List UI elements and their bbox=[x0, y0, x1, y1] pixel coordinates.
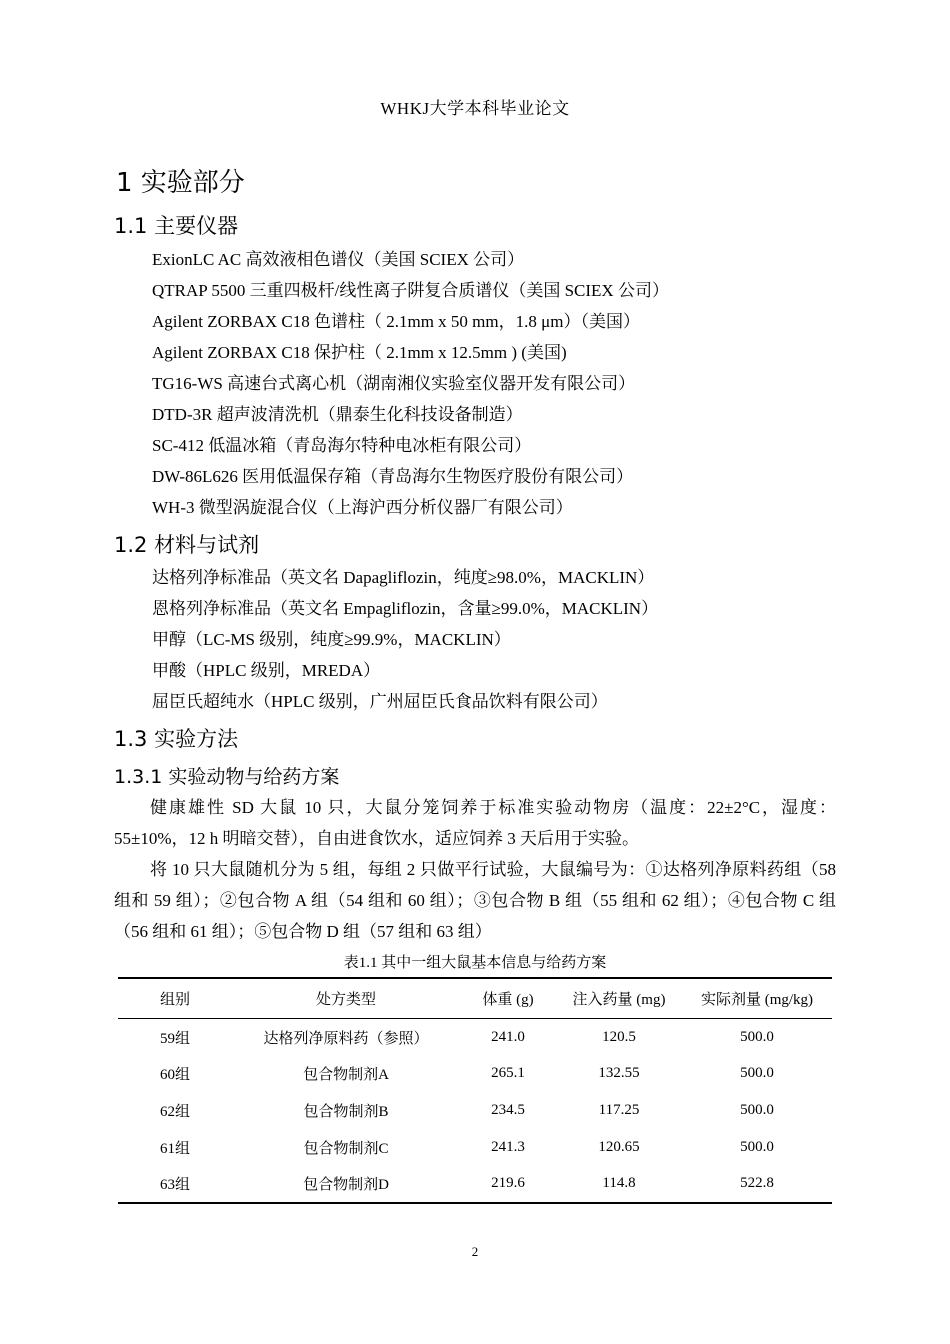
reagent-item: 屈臣氏超纯水（HPLC 级别，广州屈臣氏食品饮料有限公司） bbox=[152, 692, 608, 711]
reagent-item: 甲醇（LC-MS 级别，纯度≥99.9%，MACKLIN） bbox=[152, 630, 511, 649]
table-cell: 500.0 bbox=[740, 1065, 774, 1082]
column-header: 体重 (g) bbox=[460, 978, 556, 1019]
reagent-item: 甲酸（HPLC 级别，MREDA） bbox=[152, 661, 381, 680]
table-row bbox=[118, 1092, 832, 1129]
paragraph-animals: 健康雄性 SD 大鼠 10 只，大鼠分笼饲养于标准实验动物房（温度：22±2°C，湿度：55±10%，12 h 明暗交替），自由进食饮水，适应饲养 3 天后用于实验。 bbox=[114, 798, 836, 848]
table-cell: 60组 bbox=[159, 1067, 190, 1084]
table-cell: 114.8 bbox=[602, 1175, 636, 1192]
dosing-table bbox=[118, 977, 832, 1204]
section-heading-1-3-1: 1.3.1 实验动物与给药方案 bbox=[114, 766, 340, 788]
table-row bbox=[118, 1129, 832, 1166]
table-cell: 500.0 bbox=[740, 1028, 774, 1045]
section-heading-1-2: 1.2 材料与试剂 bbox=[114, 533, 260, 557]
page-number: 2 bbox=[471, 1244, 479, 1259]
section-heading-1-3: 1.3 实验方法 bbox=[114, 727, 239, 751]
table-cell: 包合物制剂B bbox=[303, 1103, 389, 1120]
instrument-item: TG16-WS 高速台式离心机（湖南湘仪实验室仪器开发有限公司） bbox=[152, 374, 636, 393]
table-row bbox=[118, 1165, 832, 1203]
section-heading-1: 1 实验部分 bbox=[116, 168, 245, 198]
table-cell: 包合物制剂C bbox=[303, 1140, 389, 1157]
instrument-item: DW-86L626 医用低温保存箱（青岛海尔生物医疗股份有限公司） bbox=[152, 467, 634, 486]
table-cell: 241.3 bbox=[491, 1138, 525, 1155]
instrument-item: ExionLC AC 高效液相色谱仪（美国 SCIEX 公司） bbox=[152, 250, 525, 269]
instrument-item: Agilent ZORBAX C18 保护柱（ 2.1mm x 12.5mm ) (美国) bbox=[152, 343, 567, 362]
table-cell: 265.1 bbox=[491, 1065, 525, 1082]
table-cell: 219.6 bbox=[491, 1175, 525, 1192]
running-header: WHKJ大学本科毕业论文 bbox=[380, 99, 570, 118]
table-cell: 117.25 bbox=[598, 1101, 640, 1118]
column-header: 实际剂量 (mg/kg) bbox=[682, 978, 832, 1019]
table-cell: 500.0 bbox=[740, 1101, 774, 1118]
table-cell: 522.8 bbox=[740, 1175, 774, 1192]
paragraph-grouping: 将 10 只大鼠随机分为 5 组，每组 2 只做平行试验，大鼠编号为：①达格列净原料药组（58 组和 59 组）；②包合物 A 组（54 组和 60 组）；③包合物 B 组（55 组和 62 组）；④包合物 C 组（56 组和 61 组）；⑤包合物 D 组（57 组和 63 组） bbox=[114, 860, 836, 941]
table-cell: 120.5 bbox=[602, 1028, 636, 1045]
instrument-item: QTRAP 5500 三重四极杆/线性离子阱复合质谱仪（美国 SCIEX 公司） bbox=[152, 281, 669, 300]
column-header: 注入药量 (mg) bbox=[556, 978, 682, 1019]
table-cell: 241.0 bbox=[491, 1028, 525, 1045]
table-cell: 59组 bbox=[159, 1030, 190, 1047]
table-row bbox=[118, 1019, 832, 1056]
section-heading-1-1: 1.1 主要仪器 bbox=[114, 214, 239, 238]
reagent-item: 达格列净标准品（英文名 Dapagliflozin，纯度≥98.0%，MACKLIN） bbox=[152, 568, 655, 587]
table-cell: 132.55 bbox=[598, 1065, 640, 1082]
instrument-item: WH-3 微型涡旋混合仪（上海沪西分析仪器厂有限公司） bbox=[152, 498, 573, 517]
table-cell: 包合物制剂A bbox=[303, 1067, 389, 1084]
table-cell: 62组 bbox=[159, 1103, 190, 1120]
table-cell: 120.65 bbox=[598, 1138, 640, 1155]
table-cell: 达格列净原料药（参照） bbox=[263, 1030, 429, 1047]
instrument-item: SC-412 低温冰箱（青岛海尔特种电冰柜有限公司） bbox=[152, 436, 532, 455]
instrument-item: DTD-3R 超声波清洗机（鼎泰生化科技设备制造） bbox=[152, 405, 523, 424]
table-cell: 500.0 bbox=[740, 1138, 774, 1155]
table-cell: 234.5 bbox=[491, 1101, 525, 1118]
table-row bbox=[118, 1056, 832, 1093]
column-header: 组别 bbox=[118, 978, 232, 1019]
table-caption: 表1.1 其中一组大鼠基本信息与给药方案 bbox=[343, 955, 607, 971]
table-cell: 61组 bbox=[159, 1140, 190, 1157]
instrument-item: Agilent ZORBAX C18 色谱柱（ 2.1mm x 50 mm，1.8 μm）（美国） bbox=[152, 312, 640, 331]
table-cell: 包合物制剂D bbox=[303, 1177, 389, 1194]
reagent-item: 恩格列净标准品（英文名 Empagliflozin，含量≥99.0%，MACKLIN） bbox=[152, 599, 659, 618]
column-header: 处方类型 bbox=[232, 978, 460, 1019]
table-header-row bbox=[118, 978, 832, 1019]
table-cell: 63组 bbox=[159, 1177, 190, 1194]
